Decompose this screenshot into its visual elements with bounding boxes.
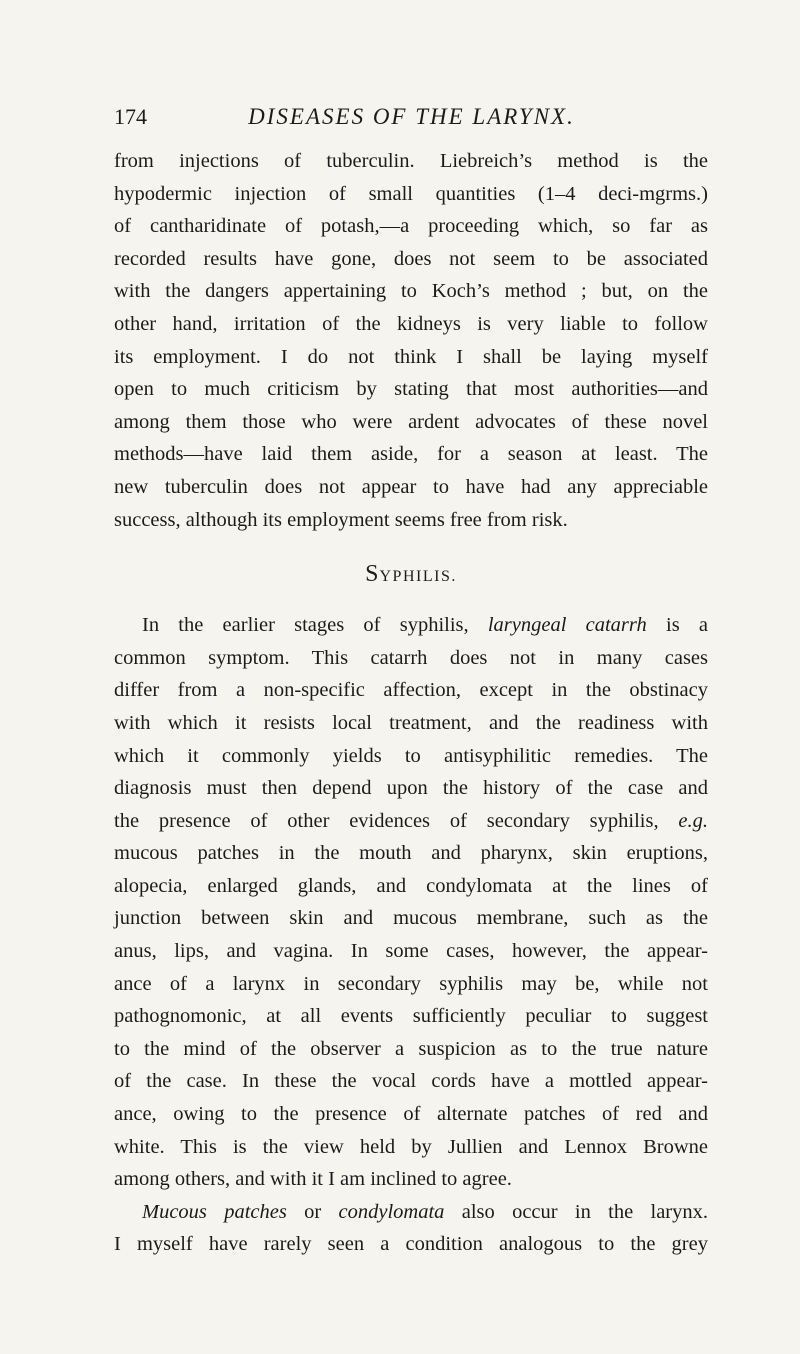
text-line: ance of a larynx in secondary syphilis may be, while not [114, 972, 708, 995]
text-line: differ from a non-specific affection, except in the obstinacy [114, 679, 708, 702]
text-line: mucous patches in the mouth and pharynx, skin eruptions, [114, 842, 708, 865]
text-line: diagnosis must then depend upon the history of the case and [114, 777, 708, 800]
text-line: with the dangers appertaining to Koch’s method ; but, on the [114, 280, 708, 303]
text-line: with which it resists local treatment, and the readiness with [114, 711, 708, 734]
text-line [114, 609, 708, 642]
text-line: among them those who were ardent advocates of these novel [114, 410, 708, 433]
heading-initial: S [365, 561, 380, 588]
text-line: recorded results have gone, does not seem to be associated [114, 247, 708, 270]
running-title: DISEASES OF THE LARYNX. [248, 104, 575, 129]
page-number: 174 [114, 104, 147, 129]
heading-rest: YPHILIS. [379, 568, 457, 586]
paragraph-syphilis [114, 609, 708, 1196]
text-line: open to much criticism by stating that most authorities—and [114, 378, 708, 401]
text-line: alopecia, enlarged glands, and condylomata at the lines of [114, 874, 708, 897]
section-heading-syphilis [114, 559, 708, 589]
text-run: is a [646, 614, 708, 637]
text-line: from injections of tuberculin. Liebreich’s method is the [114, 150, 708, 172]
text-line: white. This is the view held by Jullien and Lennox Browne [114, 1135, 708, 1158]
text-line: anus, lips, and vagina. In some cases, however, the appear- [114, 940, 708, 963]
text-line: common symptom. This catarrh does not in many cases [114, 646, 708, 669]
text-line: to the mind of the observer a suspicion as to the true nature [114, 1037, 708, 1060]
text-line: success, although its employment seems free from risk. [114, 508, 568, 531]
text-line: which it commonly yields to antisyphilitic remedies. The [114, 744, 708, 767]
text-line: junction between skin and mucous membrane, such as the [114, 907, 708, 930]
running-head [114, 100, 709, 134]
text-line: among others, and with it I am inclined to agree. [114, 1168, 512, 1191]
text-run: also occur in the larynx. [444, 1200, 708, 1223]
body-text [114, 145, 708, 1261]
text-run: In the earlier stages of syphilis, [142, 614, 488, 637]
italic-term: condylomata [338, 1200, 445, 1223]
text-line: hypodermic injection of small quantities (1–4 deci-mgrms.) [114, 182, 708, 205]
italic-term: Mucous patches [142, 1200, 287, 1223]
text-line [114, 1196, 708, 1229]
text-run: or [286, 1200, 339, 1223]
text-run: the presence of other evidences of secondary syphilis, [114, 809, 679, 832]
paragraph-mucous-patches [114, 1196, 708, 1261]
text-line: pathognomonic, at all events sufficiently peculiar to suggest [114, 1005, 708, 1028]
italic-term: e.g. [678, 809, 708, 832]
italic-term: laryngeal catarrh [487, 614, 647, 637]
text-line: of the case. In these the vocal cords have a mottled appear- [114, 1070, 708, 1093]
text-line: other hand, irritation of the kidneys is very liable to follow [114, 312, 708, 335]
text-line [114, 805, 708, 838]
text-line: of cantharidinate of potash,—a proceeding which, so far as [114, 215, 708, 238]
text-line: its employment. I do not think I shall be laying myself [114, 345, 708, 368]
paragraph-tuberculin [114, 145, 708, 536]
text-line: methods—have laid them aside, for a season at least. The [114, 443, 708, 466]
text-line: I myself have rarely seen a condition analogous to the grey [114, 1233, 708, 1256]
text-line: new tuberculin does not appear to have had any appreciable [114, 475, 708, 498]
text-line: ance, owing to the presence of alternate patches of red and [114, 1103, 708, 1126]
